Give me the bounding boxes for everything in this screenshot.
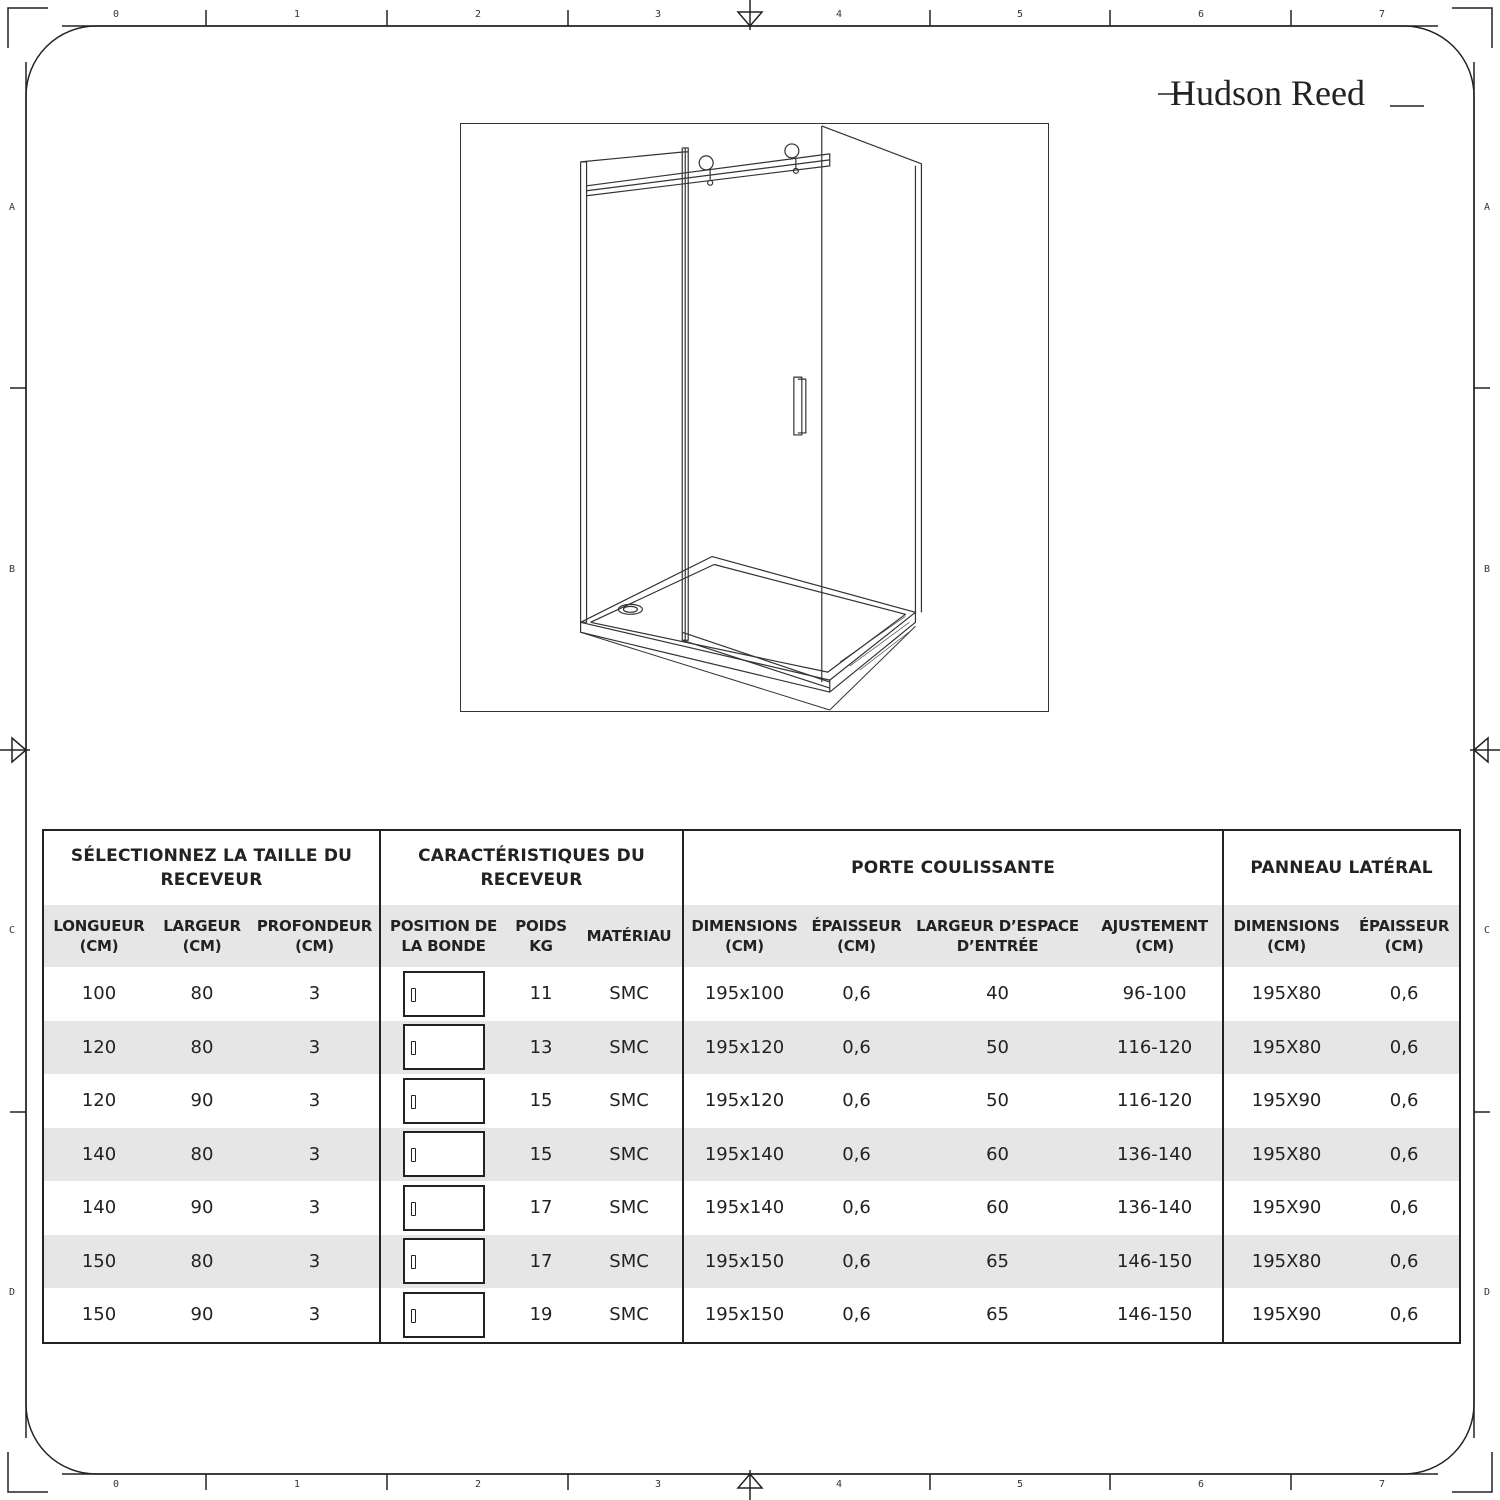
cell-panneau-dimensions: 195X90 [1223,1181,1349,1235]
cell-position-bonde [380,1021,506,1075]
cell-profondeur: 3 [250,967,380,1021]
cell-profondeur: 3 [250,1235,380,1289]
tray-outline [403,971,485,1017]
cell-longueur: 120 [43,1074,154,1128]
col-header-largeur-entree: LARGEUR D’ESPACE D’ENTRÉE [908,905,1087,967]
tray-outline [403,1292,485,1338]
cell-largeur-entree: 60 [908,1128,1087,1182]
col-mark: 5 [1016,9,1024,20]
brand-name: Hudson Reed [1170,73,1365,113]
tray-outline [403,1131,485,1177]
cell-profondeur: 3 [250,1288,380,1343]
cell-porte-dimensions: 195x140 [683,1181,805,1235]
cell-largeur-entree: 50 [908,1021,1087,1075]
spec-table-container [42,829,1459,1344]
cell-ajustement: 146-150 [1087,1235,1223,1289]
cell-porte-epaisseur: 0,6 [805,967,908,1021]
cell-porte-dimensions: 195x100 [683,967,805,1021]
col-mark: 6 [1197,1479,1205,1490]
cell-position-bonde [380,1074,506,1128]
row-mark: C [8,925,16,936]
cell-porte-dimensions: 195x120 [683,1074,805,1128]
cell-porte-epaisseur: 0,6 [805,1288,908,1343]
cell-largeur: 80 [154,1235,250,1289]
cell-porte-dimensions: 195x150 [683,1235,805,1289]
row-mark: D [1483,1287,1491,1298]
cell-panneau-dimensions: 195X90 [1223,1074,1349,1128]
cell-panneau-epaisseur: 0,6 [1349,1128,1460,1182]
cell-panneau-epaisseur: 0,6 [1349,1074,1460,1128]
drain-left-icon [411,1148,416,1162]
cell-ajustement: 96-100 [1087,967,1223,1021]
cell-ajustement: 136-140 [1087,1181,1223,1235]
cell-position-bonde [380,1288,506,1343]
col-mark: 3 [654,9,662,20]
cell-longueur: 150 [43,1235,154,1289]
cell-poids: 17 [506,1235,576,1289]
row-mark: B [8,564,16,575]
cell-porte-dimensions: 195x140 [683,1128,805,1182]
cell-largeur-entree: 65 [908,1288,1087,1343]
cell-panneau-dimensions: 195X90 [1223,1288,1349,1343]
cell-longueur: 150 [43,1288,154,1343]
col-mark: 7 [1378,9,1386,20]
cell-materiau: SMC [576,1128,683,1182]
cell-largeur: 80 [154,967,250,1021]
drain-left-icon [411,1095,416,1109]
cell-largeur-entree: 50 [908,1074,1087,1128]
row-mark: B [1483,564,1491,575]
cell-ajustement: 116-120 [1087,1074,1223,1128]
col-header-porte-dimensions: DIMENSIONS (CM) [683,905,805,967]
cell-largeur: 80 [154,1128,250,1182]
cell-panneau-epaisseur: 0,6 [1349,1021,1460,1075]
cell-position-bonde [380,1128,506,1182]
cell-panneau-epaisseur: 0,6 [1349,1288,1460,1343]
col-mark: 7 [1378,1479,1386,1490]
group-header-sliding-door: PORTE COULISSANTE [683,830,1223,905]
cell-position-bonde [380,1235,506,1289]
cell-ajustement: 116-120 [1087,1021,1223,1075]
table-row [43,1288,1460,1343]
drain-left-icon [411,1309,416,1323]
cell-porte-dimensions: 195x150 [683,1288,805,1343]
cell-panneau-dimensions: 195X80 [1223,967,1349,1021]
cell-porte-dimensions: 195x120 [683,1021,805,1075]
tray-outline [403,1185,485,1231]
tray-outline [403,1238,485,1284]
cell-poids: 17 [506,1181,576,1235]
col-mark: 2 [474,9,482,20]
cell-panneau-epaisseur: 0,6 [1349,1181,1460,1235]
table-row [43,1128,1460,1182]
cell-poids: 11 [506,967,576,1021]
cell-porte-epaisseur: 0,6 [805,1181,908,1235]
cell-materiau: SMC [576,967,683,1021]
cell-profondeur: 3 [250,1181,380,1235]
group-header-size: SÉLECTIONNEZ LA TAILLE DU RECEVEUR [43,830,380,905]
cell-largeur: 90 [154,1074,250,1128]
col-mark: 4 [835,9,843,20]
shower-enclosure-drawing [460,123,1049,712]
cell-materiau: SMC [576,1021,683,1075]
cell-poids: 15 [506,1128,576,1182]
cell-profondeur: 3 [250,1128,380,1182]
drain-left-icon [411,988,416,1002]
spec-table [42,829,1461,1344]
col-header-poids: POIDS KG [506,905,576,967]
row-mark: D [8,1287,16,1298]
cell-panneau-dimensions: 195X80 [1223,1128,1349,1182]
col-header-materiau: MATÉRIAU [576,905,683,967]
cell-largeur: 90 [154,1181,250,1235]
row-mark: A [8,202,16,213]
cell-ajustement: 136-140 [1087,1128,1223,1182]
cell-panneau-dimensions: 195X80 [1223,1235,1349,1289]
table-row [43,1021,1460,1075]
col-mark: 3 [654,1479,662,1490]
col-header-porte-epaisseur: ÉPAISSEUR (CM) [805,905,908,967]
row-mark: A [1483,202,1491,213]
cell-materiau: SMC [576,1235,683,1289]
col-mark: 1 [293,1479,301,1490]
cell-panneau-epaisseur: 0,6 [1349,967,1460,1021]
cell-porte-epaisseur: 0,6 [805,1021,908,1075]
cell-largeur-entree: 60 [908,1181,1087,1235]
brand-logo [1156,72,1426,116]
cell-longueur: 140 [43,1181,154,1235]
tray-outline [403,1078,485,1124]
col-mark: 0 [112,9,120,20]
cell-materiau: SMC [576,1181,683,1235]
col-mark: 2 [474,1479,482,1490]
col-mark: 0 [112,1479,120,1490]
cell-position-bonde [380,1181,506,1235]
col-header-longueur: LONGUEUR (CM) [43,905,154,967]
cell-largeur: 90 [154,1288,250,1343]
drain-left-icon [411,1255,416,1269]
col-mark: 5 [1016,1479,1024,1490]
cell-materiau: SMC [576,1074,683,1128]
group-header-tray: CARACTÉRISTIQUES DU RECEVEUR [380,830,683,905]
cell-poids: 15 [506,1074,576,1128]
col-header-panneau-dimensions: DIMENSIONS (CM) [1223,905,1349,967]
table-row [43,967,1460,1021]
col-header-panneau-epaisseur: ÉPAISSEUR (CM) [1349,905,1460,967]
col-header-largeur: LARGEUR (CM) [154,905,250,967]
table-row [43,1235,1460,1289]
cell-largeur-entree: 40 [908,967,1087,1021]
cell-longueur: 140 [43,1128,154,1182]
col-header-ajustement: AJUSTEMENT (CM) [1087,905,1223,967]
cell-poids: 13 [506,1021,576,1075]
cell-panneau-dimensions: 195X80 [1223,1021,1349,1075]
row-mark: C [1483,925,1491,936]
col-header-profondeur: PROFONDEUR (CM) [250,905,380,967]
tray-outline [403,1024,485,1070]
drain-left-icon [411,1202,416,1216]
cell-profondeur: 3 [250,1074,380,1128]
cell-largeur: 80 [154,1021,250,1075]
cell-largeur-entree: 65 [908,1235,1087,1289]
cell-porte-epaisseur: 0,6 [805,1128,908,1182]
group-header-side-panel: PANNEAU LATÉRAL [1223,830,1460,905]
table-row [43,1074,1460,1128]
cell-profondeur: 3 [250,1021,380,1075]
cell-porte-epaisseur: 0,6 [805,1235,908,1289]
cell-materiau: SMC [576,1288,683,1343]
col-header-position-bonde: POSITION DE LA BONDE [380,905,506,967]
cell-longueur: 120 [43,1021,154,1075]
col-mark: 1 [293,9,301,20]
cell-poids: 19 [506,1288,576,1343]
cell-position-bonde [380,967,506,1021]
cell-porte-epaisseur: 0,6 [805,1074,908,1128]
col-mark: 4 [835,1479,843,1490]
table-row [43,1181,1460,1235]
col-mark: 6 [1197,9,1205,20]
cell-panneau-epaisseur: 0,6 [1349,1235,1460,1289]
cell-ajustement: 146-150 [1087,1288,1223,1343]
cell-longueur: 100 [43,967,154,1021]
drain-left-icon [411,1041,416,1055]
